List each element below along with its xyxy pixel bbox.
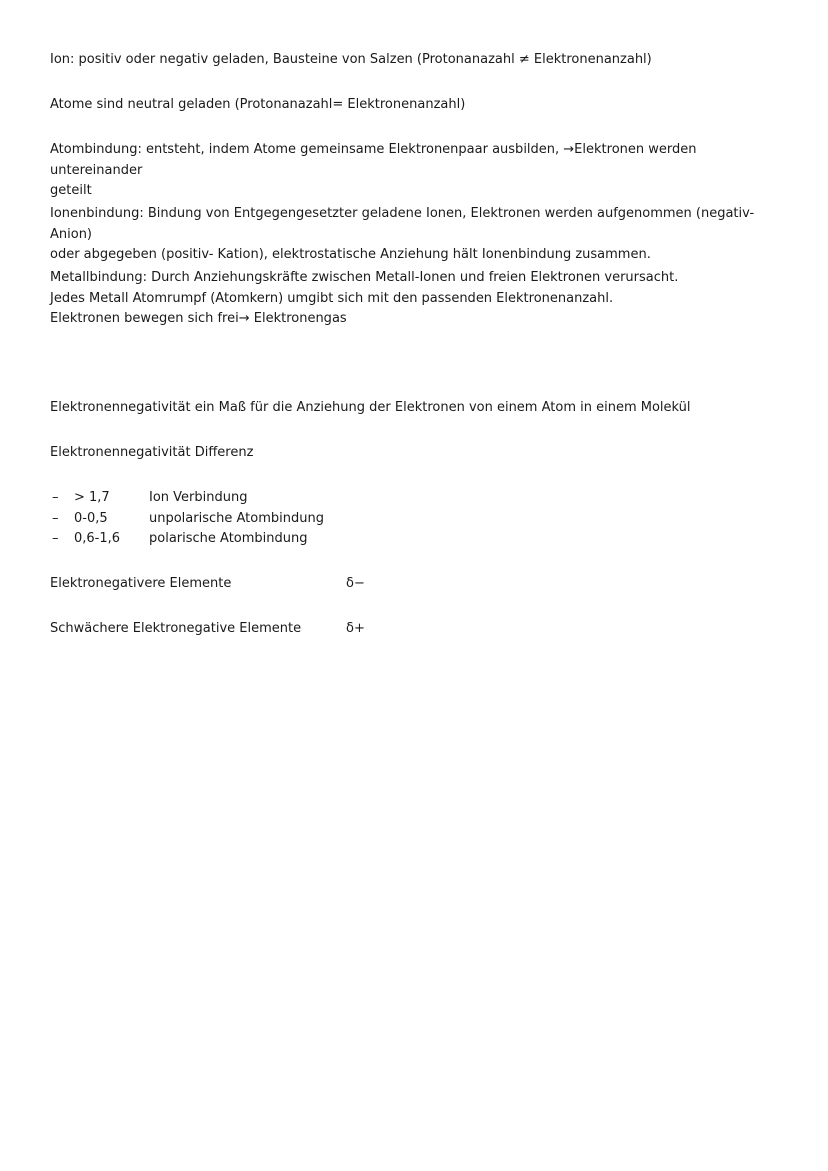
list-description: unpolarische Atombindung xyxy=(149,510,324,526)
list-item xyxy=(50,529,450,550)
symbol-row-positive xyxy=(50,619,450,640)
paragraph-line: Elektronennegativität ein Maß für die Anziehung der Elektronen von einem Atom in einem Molekül xyxy=(50,400,691,415)
list-description: Ion Verbindung xyxy=(149,490,248,505)
symbol-row-label: Schwächere Elektronegative Elemente xyxy=(50,621,302,636)
paragraph-line: Ion: positiv oder negativ geladen, Bausteine von Salzen (Protonanazahl ≠ Elektronenanzahl) xyxy=(50,52,652,67)
list-description: polarische Atombindung xyxy=(149,531,308,546)
symbol-row-negative xyxy=(50,574,450,595)
paragraph-differenz-heading xyxy=(50,443,790,464)
list-value: 0-0,5 xyxy=(74,510,108,526)
paragraph-line: Elektronen bewegen sich frei→ Elektronengas xyxy=(50,311,347,326)
partial-charge-symbol: δ+ xyxy=(346,621,365,636)
list-value: 0,6-1,6 xyxy=(74,531,121,546)
paragraph-ionenbindung xyxy=(50,204,790,266)
paragraph-elektronegativitaet xyxy=(50,398,790,419)
partial-charge-symbol: δ− xyxy=(346,576,365,591)
paragraph-line: Atome sind neutral geladen (Protonanazahl= Elektronenanzahl) xyxy=(50,97,466,112)
paragraph-line: Metallbindung: Durch Anziehungskräfte zwischen Metall-Ionen und freien Elektronen verursacht. xyxy=(50,270,679,285)
paragraph-line: Ionenbindung: Bindung von Entgegengesetzter geladene Ionen, Elektronen werden aufgenommen (negativ-Anion) xyxy=(50,206,755,242)
difference-list xyxy=(50,488,450,550)
list-dash: – xyxy=(52,490,59,505)
paragraph-line: Atombindung: entsteht, indem Atome gemeinsame Elektronenpaar ausbilden, →Elektronen werden untereinander xyxy=(50,142,697,178)
paragraph-line: geteilt xyxy=(50,183,92,198)
list-dash: – xyxy=(52,531,59,546)
paragraph-atombindung xyxy=(50,140,790,202)
paragraph-line: oder abgegeben (positiv- Kation), elektrostatische Anziehung hält Ionenbindung zusammen. xyxy=(50,247,651,262)
symbol-row-label: Elektronegativere Elemente xyxy=(50,576,232,591)
list-dash: – xyxy=(52,510,59,526)
paragraph-line: Elektronennegativität Differenz xyxy=(50,445,254,460)
list-item xyxy=(50,488,450,509)
paragraph-ion xyxy=(50,50,790,71)
list-item xyxy=(50,509,450,530)
paragraph-atome-neutral xyxy=(50,95,790,116)
paragraph-metallbindung xyxy=(50,268,790,330)
list-value: > 1,7 xyxy=(74,490,110,505)
paragraph-line: Jedes Metall Atomrumpf (Atomkern) umgibt sich mit den passenden Elektronenanzahl. xyxy=(50,290,614,306)
